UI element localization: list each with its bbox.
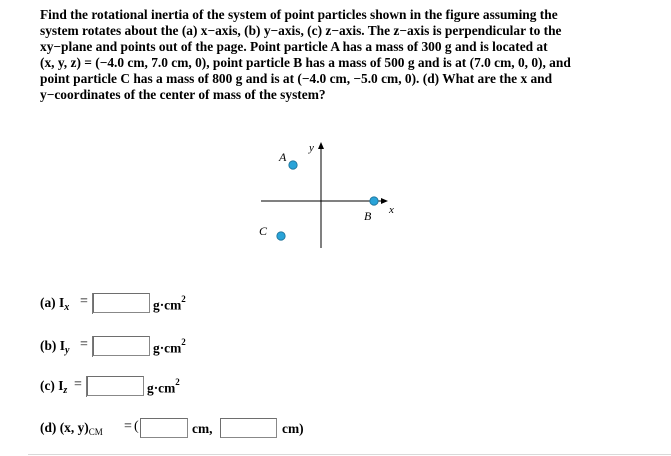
part-c-label — [40, 378, 67, 394]
y-axis-label: y — [309, 142, 314, 154]
part-b-equals: = — [80, 337, 88, 352]
problem-line-2: system rotates about the (a) x−axis, (b) y−axis, (c) z−axis. The z−axis is perpendicular to the — [40, 23, 562, 38]
x-axis-arrow — [381, 198, 388, 204]
part-c-equals: = — [74, 377, 82, 392]
part-d-sub: CM — [88, 427, 103, 437]
problem-line-5: point particle C has a mass of 800 g and is at (−4.0 cm, −5.0 cm, 0). (d) What are the x and — [40, 71, 553, 86]
part-d-equals: = — [124, 419, 132, 434]
answer-d-y-input[interactable] — [220, 418, 277, 438]
answer-c-input[interactable] — [87, 376, 144, 396]
particle-a — [289, 161, 297, 169]
particle-figure — [245, 140, 415, 250]
problem-line-3: xy−plane and points out of the page. Point particle A has a mass of 300 g and is located at — [40, 39, 548, 54]
part-c-text: (c) I — [40, 378, 64, 393]
part-d-row — [40, 417, 340, 441]
particle-b-label: B — [364, 209, 372, 223]
particle-b — [370, 197, 378, 205]
answer-a-input[interactable] — [93, 293, 150, 313]
part-b-unit: $g\cdot cm^2$ — [153, 337, 186, 356]
part-a-text: (a) I — [40, 295, 65, 310]
y-axis-arrow — [318, 142, 324, 149]
particle-a-label: A — [279, 150, 287, 164]
answer-d-x-input[interactable] — [140, 418, 188, 438]
part-d-label — [40, 420, 103, 436]
part-a-equals: = — [80, 294, 88, 309]
problem-line-4: (x, y, z) = (−4.0 cm, 7.0 cm, 0), point particle B has a mass of 500 g and is at (7.0 cm, 0, 0), and — [40, 55, 571, 70]
part-b-sub: y — [64, 345, 70, 356]
part-c-sub: z — [63, 385, 68, 396]
part-b-label — [40, 338, 69, 354]
problem-statement — [40, 7, 640, 103]
part-a-label — [40, 295, 69, 311]
answer-b-input[interactable] — [93, 336, 150, 356]
part-d-unit-y: cm) — [282, 421, 304, 436]
bottom-divider — [28, 454, 671, 455]
part-a-unit: $g\cdot cm^2$ — [153, 294, 186, 313]
problem-line-1: Find the rotational inertia of the system of point particles shown in the figure assuming the — [40, 7, 558, 22]
x-axis-label: x — [389, 204, 394, 216]
part-a-sub: x — [64, 302, 70, 313]
problem-line-6: y−coordinates of the center of mass of the system? — [40, 87, 326, 102]
part-b-row — [40, 335, 260, 359]
part-b-text: (b) I — [40, 338, 65, 353]
part-d-text: (d) (x, y) — [40, 420, 89, 435]
part-c-row — [40, 375, 260, 399]
particle-c-label: C — [259, 224, 268, 238]
particle-c — [277, 232, 285, 240]
part-d-unit-x: cm, — [192, 421, 213, 436]
part-c-unit: $g\cdot cm^2$ — [147, 377, 180, 396]
part-d-open-paren: ( — [134, 419, 139, 434]
part-a-row — [40, 292, 260, 316]
